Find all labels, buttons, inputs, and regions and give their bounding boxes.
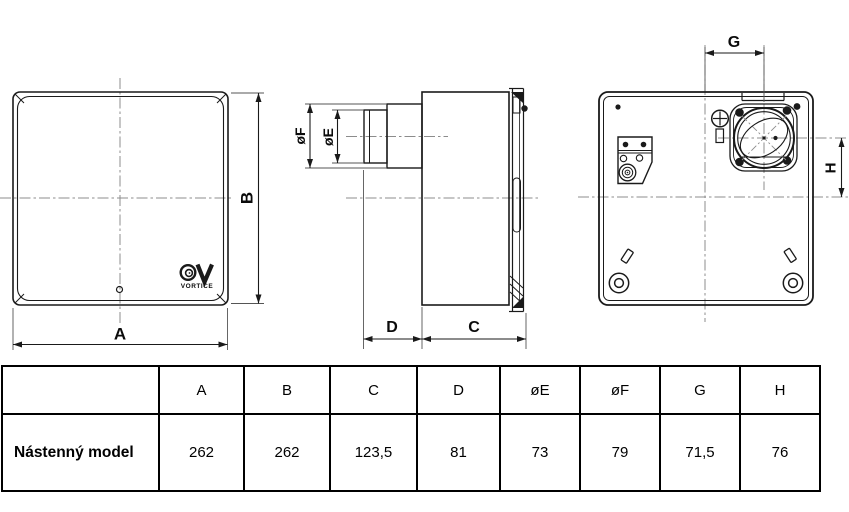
side-view-drawing [305, 89, 540, 350]
dimensions-table [1, 365, 821, 492]
dim-label-d: D [386, 318, 398, 336]
dim-label-g: G [727, 33, 741, 51]
vortice-logo-text: VORTICE [180, 282, 214, 290]
rivet-dot [615, 104, 620, 109]
dim-label-h: H [822, 162, 839, 173]
value-a: 262 [159, 414, 244, 491]
row-label: Nástenný model [2, 414, 159, 491]
value-e: 73 [500, 414, 580, 491]
vortice-logo-icon [181, 265, 212, 283]
table-header-e: øE [500, 366, 580, 414]
table-header-c: C [330, 366, 417, 414]
table-header-row [2, 366, 820, 414]
table-row-wall-model [2, 414, 820, 491]
value-g: 71,5 [660, 414, 740, 491]
value-f: 79 [580, 414, 660, 491]
side-front-panel [509, 89, 528, 312]
value-h: 76 [740, 414, 820, 491]
table-header-f: øF [580, 366, 660, 414]
table-header-g: G [660, 366, 740, 414]
table-header-d: D [417, 366, 500, 414]
dim-label-e: øE [320, 127, 336, 146]
dim-label-b: B [237, 191, 257, 205]
back-body-inner-outline [604, 97, 809, 301]
front-view-drawing [0, 78, 264, 350]
terminal-bracket [618, 137, 652, 184]
table-header-a: A [159, 366, 244, 414]
dim-label-f: øF [292, 127, 308, 145]
table-corner-cell [2, 366, 159, 414]
rivet-dot [794, 103, 801, 110]
side-centerlines [346, 137, 540, 199]
back-view-drawing [578, 45, 848, 322]
table-header-h: H [740, 366, 820, 414]
dim-g [705, 47, 764, 102]
back-body-outline [599, 92, 813, 305]
value-c: 123,5 [330, 414, 417, 491]
value-b: 262 [244, 414, 330, 491]
table-header-b: B [244, 366, 330, 414]
value-d: 81 [417, 414, 500, 491]
dim-label-a: A [113, 324, 127, 344]
dim-label-c: C [468, 318, 480, 336]
mounting-keyholes [609, 248, 802, 293]
